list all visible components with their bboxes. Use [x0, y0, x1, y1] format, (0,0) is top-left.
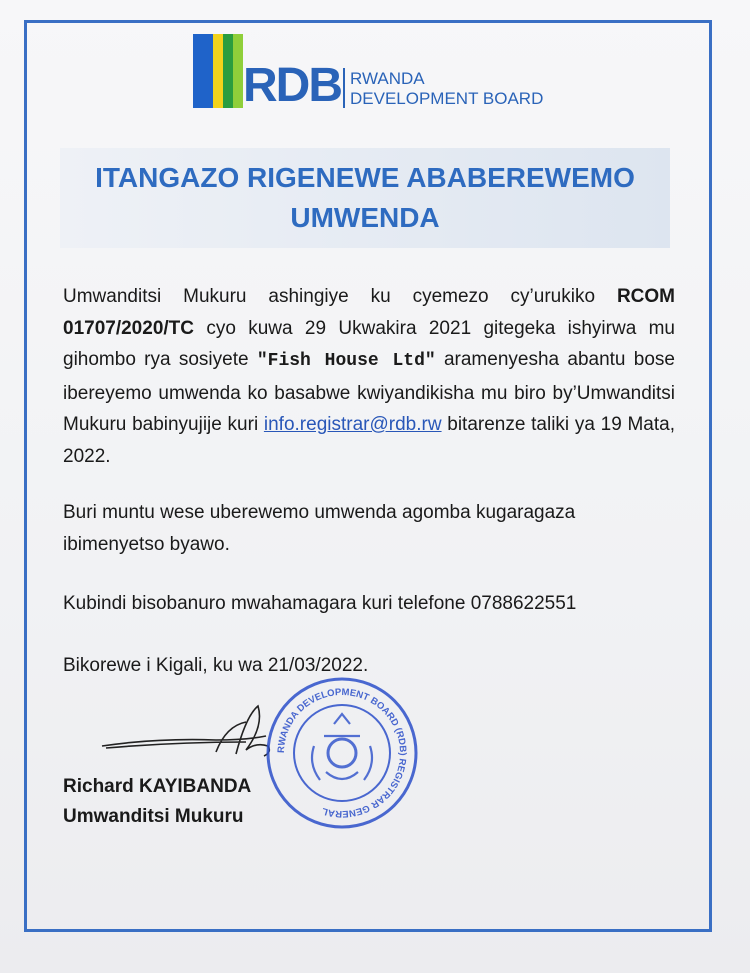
blue-bar — [193, 34, 213, 108]
official-stamp — [264, 676, 420, 830]
stamp-ring-text: RWANDA DEVELOPMENT BOARD (RDB) REGISTRAR GENERAL — [275, 686, 409, 820]
logo-abbr: RDB — [243, 59, 341, 112]
para1-text-c: aramenyesha abantu bose ibereyemo umwenda ko basabwe kwiyandikisha mu biro by’Umwanditsi Mukuru babinyujije kuri — [63, 349, 675, 435]
case-number: RCOM 01707/2020/TC — [63, 286, 675, 339]
contact-paragraph: Kubindi bisobanuro mwahamagara kuri telefone 0788622551 — [63, 593, 577, 614]
flag-bars — [193, 34, 243, 108]
logo-name-line1: RWANDA — [350, 69, 425, 88]
notice-paragraph-2: Buri muntu wese uberewemo umwenda agomba kugaragaza ibimenyetso byawo. — [63, 502, 576, 555]
para1-text-b: cyo kuwa 29 Ukwakira 2021 gitegeka ishyirwa mu gihombo rya sosiyete — [63, 317, 675, 370]
logo-name-line2: DEVELOPMENT BOARD — [350, 89, 544, 108]
signatory-name: Richard KAYIBANDA — [63, 776, 252, 797]
logo-separator — [343, 68, 345, 108]
date-paragraph: Bikorewe i Kigali, ku wa 21/03/2022. — [63, 655, 369, 676]
rdb-logo — [193, 34, 573, 110]
para1-text-a: Umwanditsi Mukuru ashingiye ku cyemezo cy’urukiko — [63, 286, 617, 307]
notice-title: ITANGAZO RIGENEWE ABABEREWEMO UMWENDA — [95, 162, 635, 233]
registrar-email-link[interactable]: info.registrar@rdb.rw — [263, 414, 442, 435]
notice-paragraph-1 — [63, 281, 675, 472]
company-name: "Fish House Ltd" — [256, 351, 436, 371]
para1-text-d: bitarenze taliki ya 19 Mata, 2022. — [63, 414, 675, 467]
signatory-title: Umwanditsi Mukuru — [63, 806, 244, 827]
green-bar — [223, 34, 233, 108]
yellow-bar — [213, 34, 223, 108]
light-green-bar — [233, 34, 243, 108]
